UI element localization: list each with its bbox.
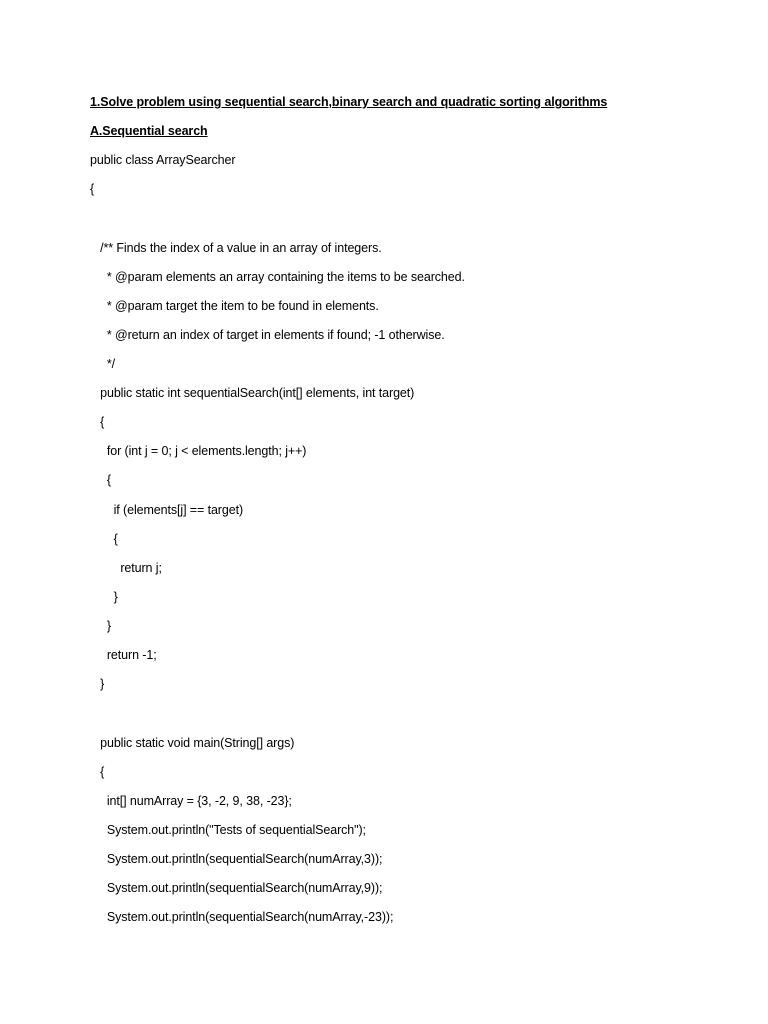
code-line: public static void main(String[] args) [90, 736, 295, 750]
code-line: { [90, 473, 111, 487]
code-line: System.out.println("Tests of sequentialSearch"); [90, 823, 366, 837]
document-title: 1.Solve problem using sequential search,binary search and quadratic sorting algorithms [90, 95, 608, 109]
code-comment-line: * @return an index of target in elements if found; -1 otherwise. [90, 328, 445, 342]
section-heading: A.Sequential search [90, 124, 208, 138]
code-line: { [90, 532, 118, 546]
code-line: } [90, 619, 111, 633]
code-comment-line: /** Finds the index of a value in an array of integers. [90, 241, 382, 255]
code-line: } [90, 677, 105, 691]
code-line: public static int sequentialSearch(int[] elements, int target) [90, 386, 415, 400]
code-comment-line: * @param elements an array containing the items to be searched. [90, 270, 465, 284]
code-comment-line: */ [90, 357, 116, 371]
code-comment-line: * @param target the item to be found in elements. [90, 299, 379, 313]
code-line: } [90, 590, 118, 604]
code-line: int[] numArray = {3, -2, 9, 38, -23}; [90, 794, 292, 808]
code-line: public class ArraySearcher [90, 153, 236, 167]
code-line: return -1; [90, 648, 157, 662]
code-line: { [90, 415, 105, 429]
code-line: { [90, 182, 95, 196]
code-line: if (elements[j] == target) [90, 503, 244, 517]
code-line: System.out.println(sequentialSearch(numArray,-23)); [90, 910, 394, 924]
code-line: for (int j = 0; j < elements.length; j++) [90, 444, 307, 458]
code-line: System.out.println(sequentialSearch(numArray,9)); [90, 881, 383, 895]
code-line: { [90, 765, 105, 779]
code-line: return j; [90, 561, 162, 575]
code-line: System.out.println(sequentialSearch(numArray,3)); [90, 852, 383, 866]
